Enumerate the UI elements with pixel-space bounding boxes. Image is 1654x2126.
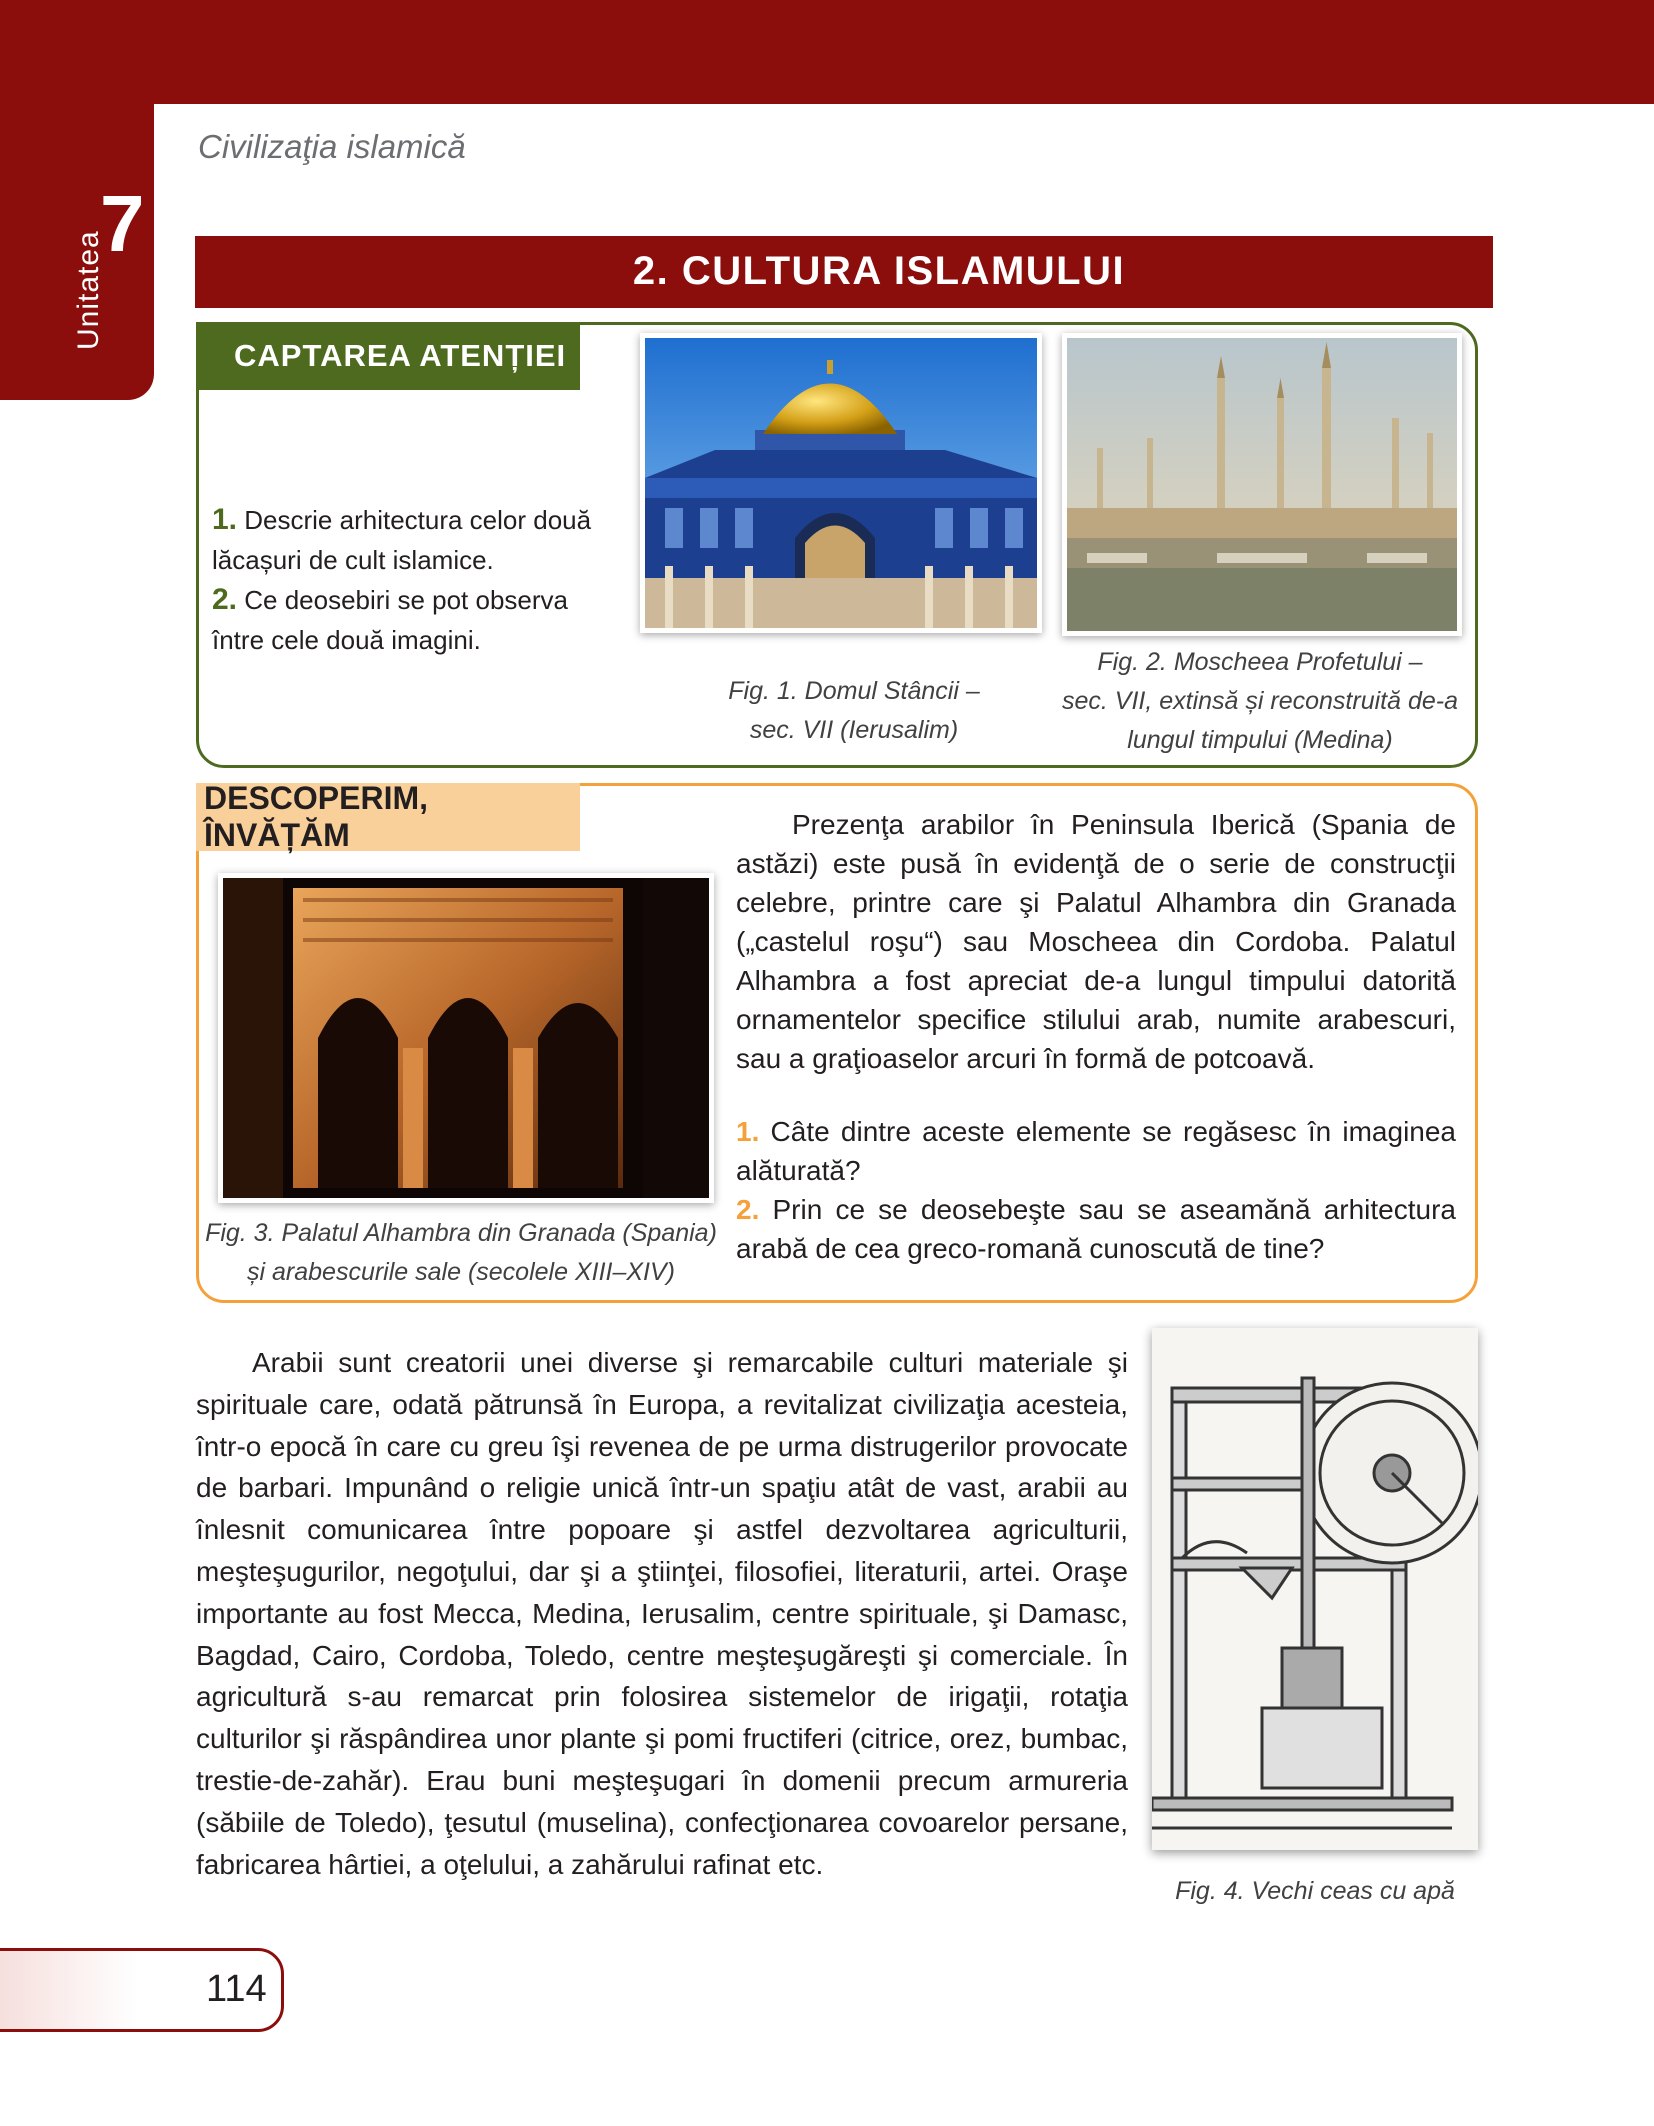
caption-line: lungul timpului (Medina) <box>1127 726 1393 754</box>
descoperim-questions <box>736 1112 1456 1268</box>
descoperim-paragraph: Prezenţa arabilor în Peninsula Iberică (Spania de astăzi) este pusă în evidenţă de o serie de construcţii celebre, printre care şi Palatul Alhambra din Granada („castelul roşu“) sau Moscheea din Cordoba. Palatul Alhambra a fost apreciat de-a lungul timpului datorită ornamentelor specifice stilului arab, numite arabescuri, sau a graţioaselor arcuri în formă de potcoavă. <box>736 809 1456 1074</box>
unit-number: 7 <box>100 179 145 268</box>
caption-line: Fig. 2. Moscheea Profetului – <box>1097 648 1423 676</box>
alhambra-image <box>218 873 714 1203</box>
caption-line: sec. VII, extinsă și reconstruită de-a <box>1061 687 1458 715</box>
captarea-label: CAPTAREA ATENȚIEI <box>196 322 580 390</box>
fig1-caption <box>694 672 1014 750</box>
question-text: Câte dintre aceste elemente se regăsesc în imaginea alăturată? <box>736 1116 1456 1186</box>
unit-label: Unitatea <box>72 230 105 350</box>
section-title: 2. CULTURA ISLAMULUI <box>632 249 1126 293</box>
question-number: 2. <box>212 583 238 616</box>
main-paragraph: Arabii sunt creatorii unei diverse şi remarcabile culturi materiale şi spirituale care, odată pătrunsă în Europa, a revitalizat civilizaţia acesteia, într-o epocă în care cu greu îşi revenea de pe urma distrugerilor provocate de barbari. Impunând o religie unică într-un spaţiu atât de vast, arabii au înlesnit comunicarea între popoare şi astfel dezvoltarea agriculturii, meşteşugurilor, negoţului, dar şi a ştiinţei, filosofiei, literaturii, artei. Oraşe importante au fost Mecca, Medina, Ierusalim, centre spirituale, şi Damasc, Bagdad, Cairo, Cordoba, Toledo, centre meşteşugăreşti şi comerciale. În agricultură s-au remarcat prin folosirea sistemelor de irigaţii, rotaţia culturilor şi răspândirea unor plante şi pomi fructiferi (citrice, orez, bumbac, trestie-de-zahăr). Erau buni meşteşugari în domenii precum armureria (săbiile de Toledo), ţesutul (muselina), confecţionarea covoarelor persane, fabricarea hârtiei, a oţelului, a zahărului rafinat etc. <box>196 1347 1128 1880</box>
caption-line: și arabescurile sale (secolele XIII–XIV) <box>247 1258 675 1286</box>
page-number: 114 <box>206 1968 267 2010</box>
question-text: Prin ce se deosebeşte sau se aseamănă arhitectura arabă de cea greco-romană cunoscută de tine? <box>736 1194 1456 1264</box>
question-text: Ce deosebiri se pot observa între cele două imagini. <box>212 585 568 655</box>
fig2-caption <box>1060 643 1460 760</box>
water-clock-image <box>1152 1328 1478 1850</box>
fig3-caption <box>196 1214 726 1292</box>
fig4-caption: Fig. 4. Vechi ceas cu apă <box>1175 1877 1455 1905</box>
section-title-bar <box>195 236 1493 308</box>
caption-line: sec. VII (Ierusalim) <box>749 716 959 744</box>
caption-line: Fig. 3. Palatul Alhambra din Granada (Spania) <box>205 1219 717 1247</box>
top-banner <box>0 0 1654 104</box>
prophets-mosque-image <box>1062 333 1462 636</box>
question-number: 1. <box>212 503 238 536</box>
question-text: Descrie arhitectura celor două lăcașuri de cult islamice. <box>212 505 592 575</box>
running-head: Civilizaţia islamică <box>198 128 466 165</box>
caption-line: Fig. 1. Domul Stâncii – <box>728 677 980 705</box>
captarea-questions <box>212 500 612 660</box>
question-number: 1. <box>736 1116 760 1147</box>
descoperim-label: DESCOPERIM, ÎNVĂȚĂM <box>196 783 580 851</box>
question-number: 2. <box>736 1194 760 1225</box>
dome-of-the-rock-image <box>640 333 1042 633</box>
